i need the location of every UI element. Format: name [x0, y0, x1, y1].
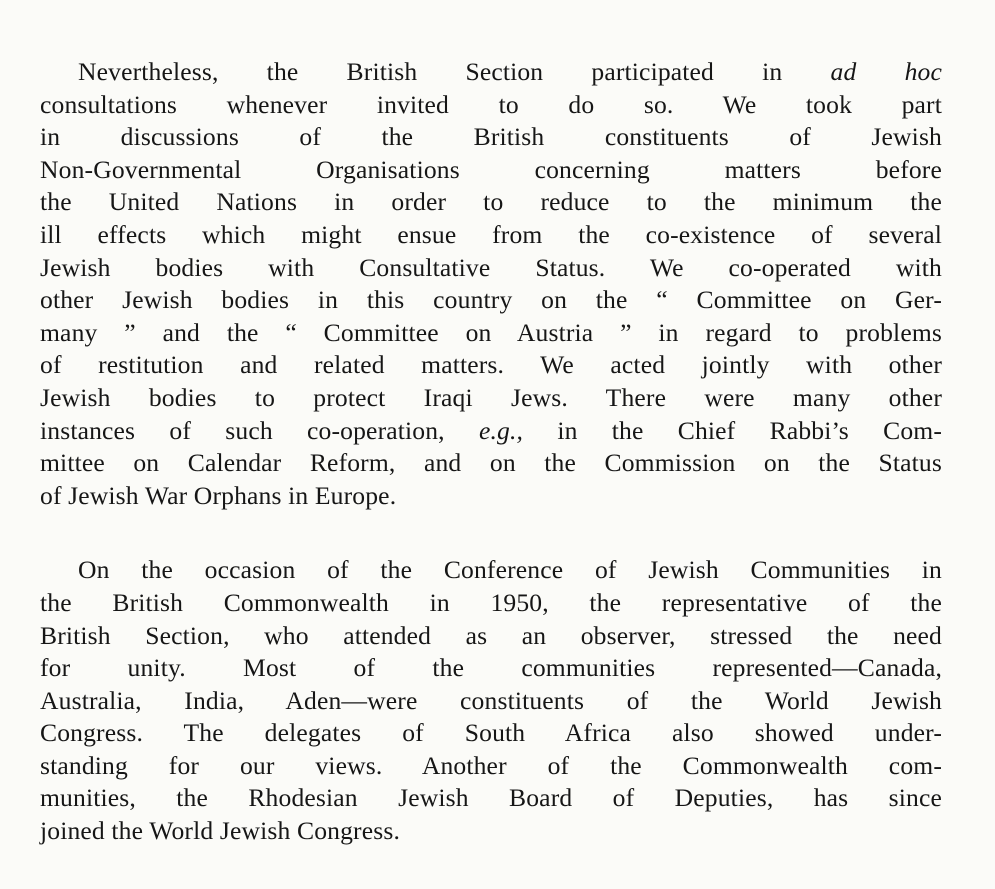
text-line: Australia, India, Aden—were constituents of the World Jewish	[40, 685, 942, 715]
italic-text: ad hoc	[830, 57, 942, 86]
document-page	[40, 56, 942, 848]
text-line: Nevertheless, the British Section participated in ad hoc	[78, 57, 942, 86]
text-line: mittee on Calendar Reform, and on the Commission on the Status	[40, 448, 942, 478]
text-line: in discussions of the British constituents of Jewish	[40, 122, 942, 152]
text-line: On the occasion of the Conference of Jewish Communities in	[78, 555, 942, 585]
paragraph-2	[40, 554, 942, 847]
text-line: standing for our views. Another of the Commonwealth com-	[40, 750, 942, 780]
text-line: the United Nations in order to reduce to the minimum the	[40, 187, 942, 217]
text-line: other Jewish bodies in this country on the “ Committee on Ger-	[40, 285, 942, 315]
paragraph-gap	[40, 512, 942, 554]
text-line: consultations whenever invited to do so. We took part	[40, 89, 942, 119]
text-line: munities, the Rhodesian Jewish Board of Deputies, has since	[40, 783, 942, 813]
paragraph-body	[40, 56, 942, 512]
text-line: instances of such co-operation, e.g., in the Chief Rabbi’s Com-	[40, 415, 942, 445]
text-line: of restitution and related matters. We acted jointly with other	[40, 350, 942, 380]
text-line: for unity. Most of the communities represented—Canada,	[40, 653, 942, 683]
paragraph-body	[40, 554, 942, 847]
text-line: Non-Governmental Organisations concerning matters before	[40, 154, 942, 184]
paragraph-1	[40, 56, 942, 512]
text-line: the British Commonwealth in 1950, the representative of the	[40, 587, 942, 617]
text-line: joined the World Jewish Congress.	[40, 816, 400, 846]
text-line: Jewish bodies with Consultative Status. We co-operated with	[40, 252, 942, 282]
text-line: British Section, who attended as an observer, stressed the need	[40, 620, 942, 650]
text-line: many ” and the “ Committee on Austria ” in regard to problems	[40, 317, 942, 347]
text-line: Jewish bodies to protect Iraqi Jews. There were many other	[40, 382, 942, 412]
text-line: Congress. The delegates of South Africa also showed under-	[40, 718, 942, 748]
text-line: of Jewish War Orphans in Europe.	[40, 480, 397, 510]
italic-text: e.g.,	[478, 415, 524, 445]
text-line: ill effects which might ensue from the co-existence of several	[40, 219, 942, 249]
